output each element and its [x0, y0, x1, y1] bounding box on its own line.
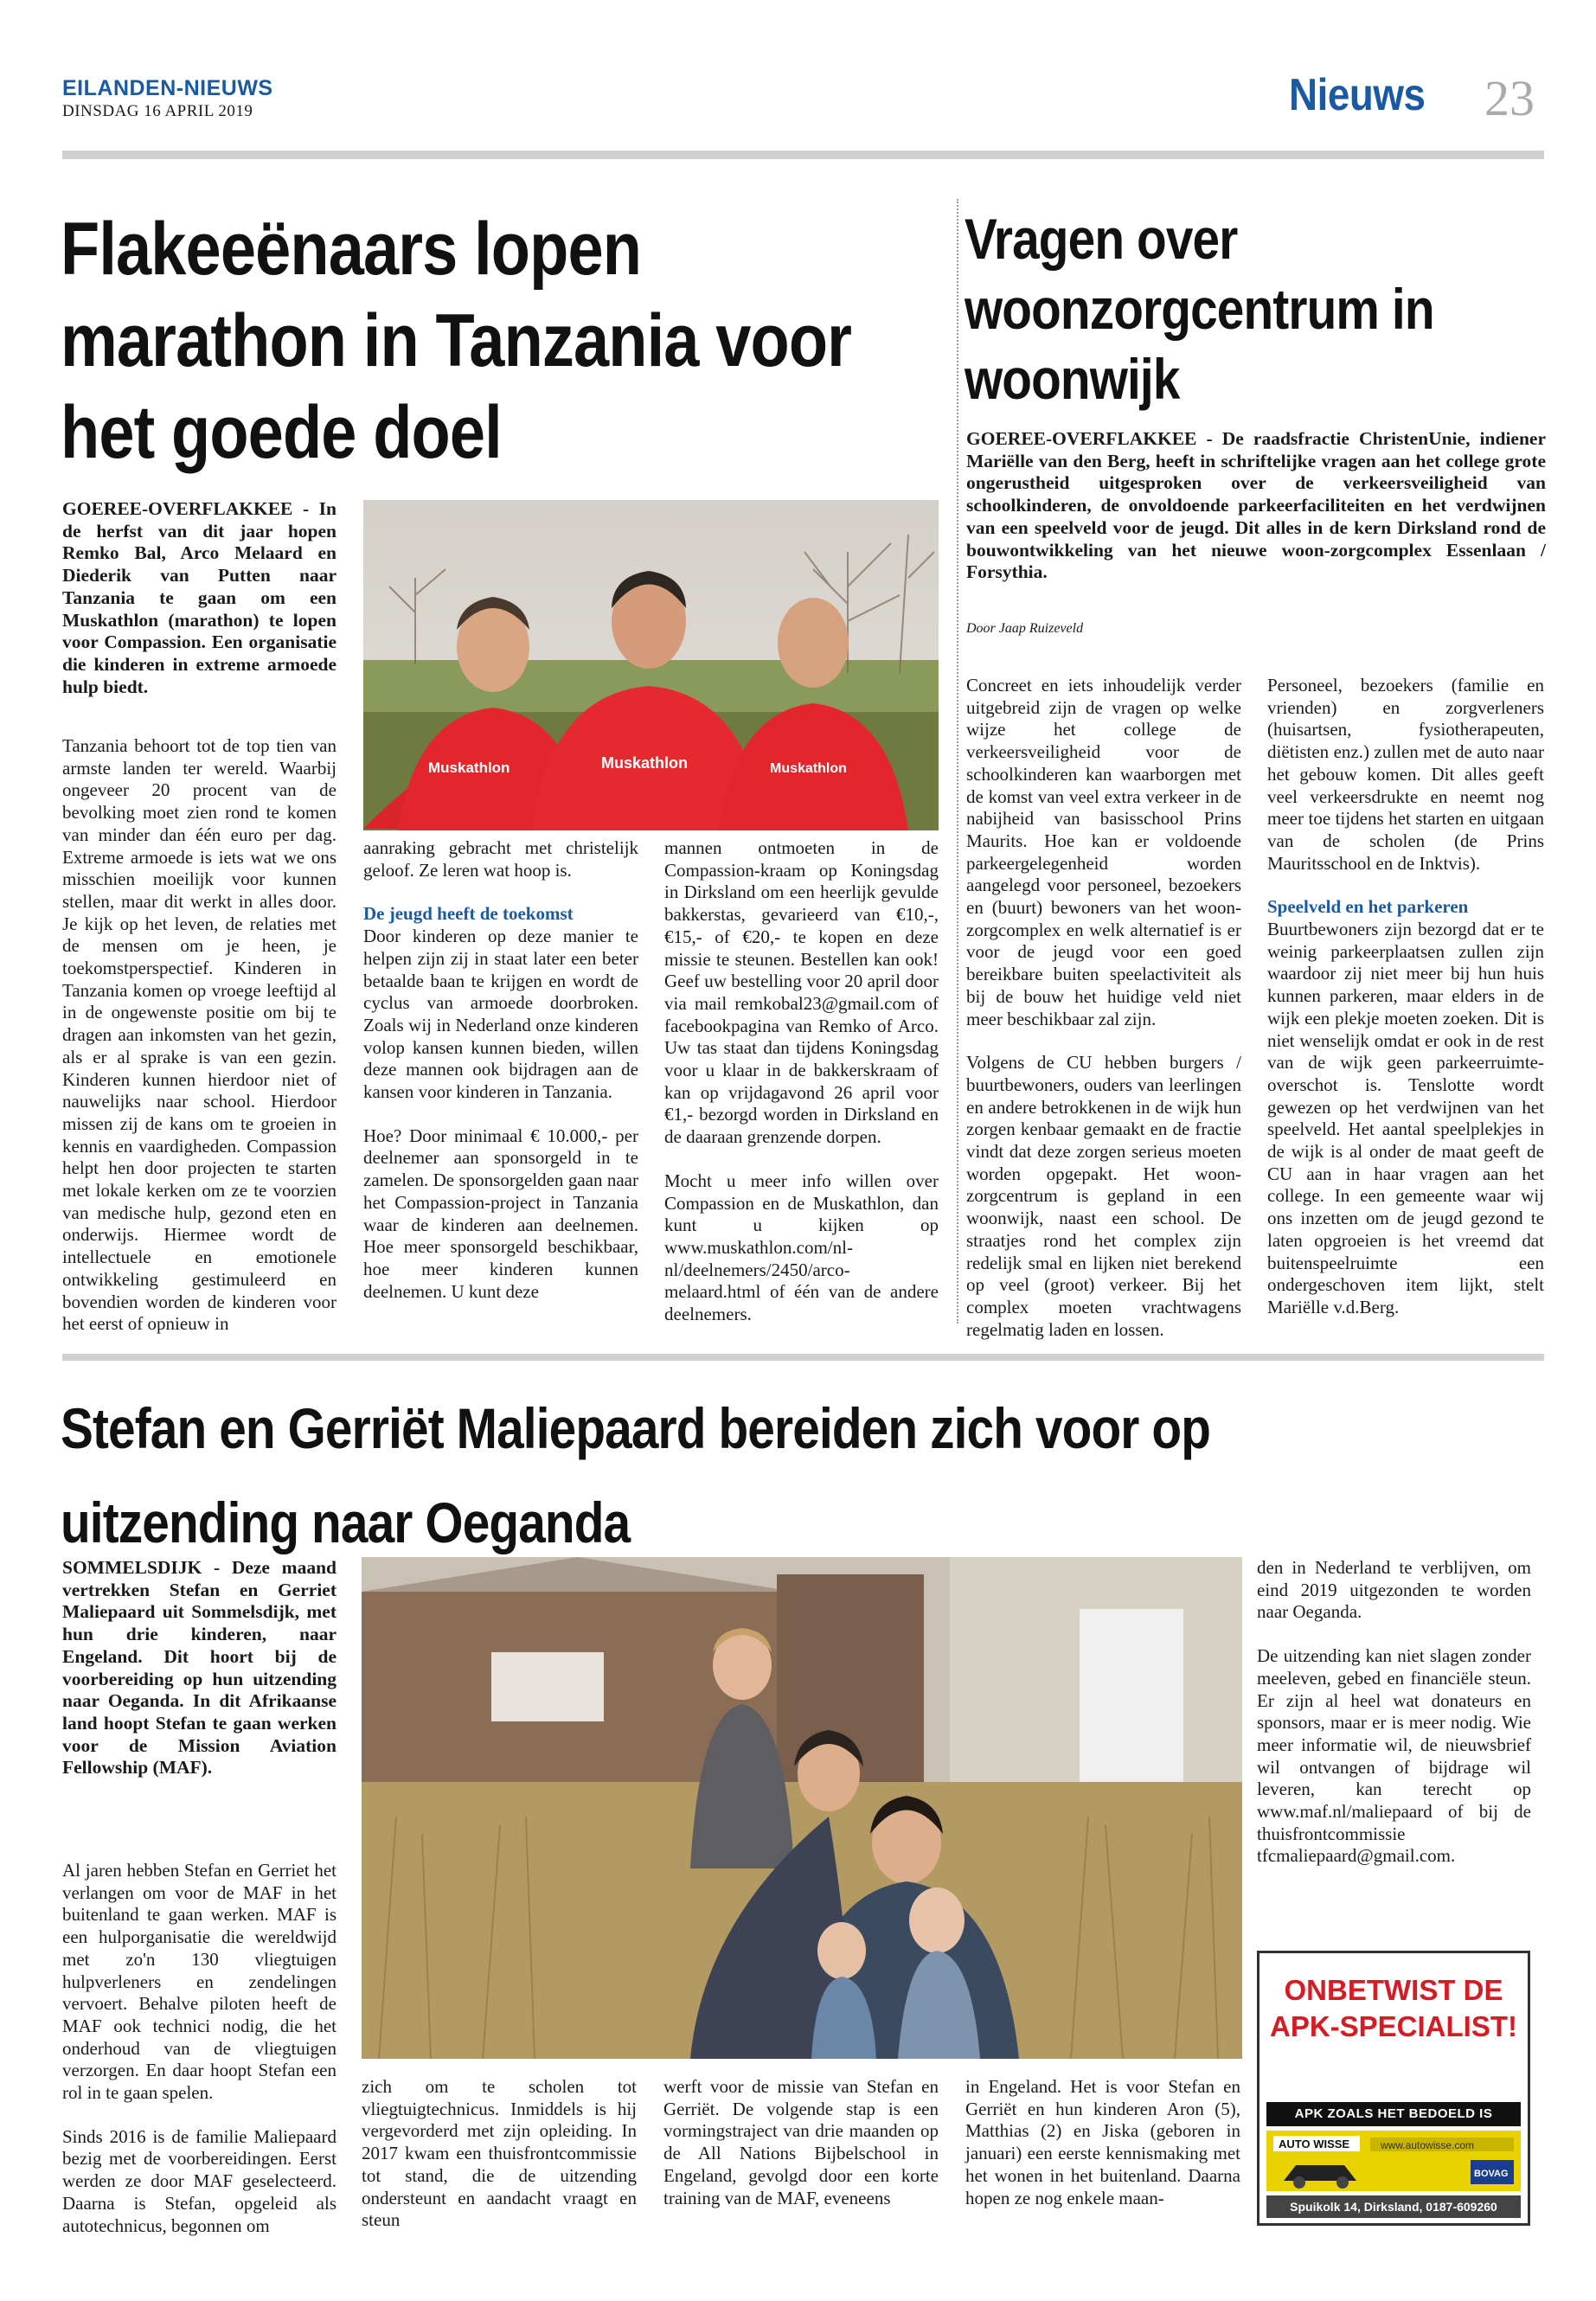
article1-col3	[664, 837, 939, 1348]
article3-col3-para: werft voor de missie van Stefan en Gerriët. De volgende stap is een vormingstraject van drie maanden op de All Nations Bijbelschool in Engeland, gevolgd door een korte training van de MAF, eveneens	[663, 2076, 939, 2208]
article2-col1-para: Concreet en iets inhoudelijk verder uitgebreid zijn de vragen op welke wijze het college de verkeersveiligheid voor de schoolkinderen kan waarborgen met de komst van veel extra verkeer in de nabijheid van basisschool Prins Maurits. Hoe kan er voldoende parkeergelegenheid worden aangelegd voor personeel, bezoekers en (buurt) bewoners van het woon-zorgcomplex en welk alternatief is er voor de jeugd voor een goed bereikbare buiten speelactiviteit als bij de bouw het huidige veld niet meer beschikbaar zal zijn.	[966, 675, 1241, 1029]
article1-col2-para: aanraking gebracht met christelijk geloof. Ze leren wat hoop is.	[363, 837, 638, 881]
shirt-text-right: Muskathlon	[770, 761, 847, 776]
newspaper-logo: EILANDEN-NIEUWS	[62, 76, 273, 100]
shirt-text-left: Muskathlon	[428, 760, 510, 776]
article2-col2	[1267, 675, 1544, 1341]
column-separator	[957, 199, 958, 1324]
page-number: 23	[1484, 70, 1535, 126]
article3-lead: SOMMELSDIJK - Deze maand vertrekken Stefan en Gerriet Maliepaard uit Sommelsdijk, met hun drie kinderen, naar Engeland. Dit hoort bij de voorbereiding op hun uitzending naar Oeganda. In dit Afrikaanse land hoopt Stefan te gaan werken voor de Mission Aviation Fellowship (MAF).	[62, 1557, 337, 1779]
ad-tagline: APK ZOALS HET BEDOELD IS	[1266, 2102, 1521, 2126]
family-photo	[362, 1557, 1242, 2059]
article1-col3-para: mannen ontmoeten in de Compassion-kraam op Koningsdag in Dirksland om een heerlijk gevulde bakkerstas, gevarieerd van €10,-, €15,- of €20,- te kopen en deze missie te steunen. Bestellen kan ook! Geef uw bestelling voor 20 april door via mail remkobal23@gmail.com of facebookpagina van Remko of Arco. Uw tas staat dan tijdens Koningsdag voor u klaar in de bakkerskraam of kan op vrijdagavond 26 april voor €1,- bezorgd worden in Dirksland en de daaraan grenzende dorpen.	[664, 837, 939, 1148]
article3-col1-para: Sinds 2016 is de familie Maliepaard bezig met de voorbereidingen. Eerst werden ze door MAF geselecteerd. Daarna is Stefan, opgeleid als autotechnicus, begonnen om	[62, 2125, 337, 2236]
article1-subheading: De jeugd heeft de toekomst	[363, 903, 574, 925]
article2-subheading: Speelveld en het parkeren	[1267, 896, 1469, 918]
family-illustration	[362, 1557, 1242, 2059]
ad-brand: AUTO WISSE	[1279, 2138, 1350, 2150]
ad-address: Spuikolk 14, Dirksland, 0187-609260	[1266, 2195, 1521, 2218]
article3-col2-para: zich om te scholen tot vliegtuigtechnicus. Inmiddels is hij vergevorderd met zijn opleiding. In 2017 kwam een thuisfrontcommissie tot stand, die de uitzending ondersteunt en aandacht vraagt en steun	[362, 2076, 637, 2231]
article1-col2-para: Hoe? Door minimaal € 10.000,- per deelnemer aan sponsorgeld in te zamelen. De sponsorgelden gaan naar het Compassion-project in Tanzania waar de kinderen aan deelnemen. Hoe meer sponsorgeld beschikbaar, hoe meer kinderen kunnen deelnemen. U kunt deze	[363, 1125, 638, 1302]
article2-byline: Door Jaap Ruizeveld	[966, 621, 1084, 636]
runners-photo	[363, 500, 939, 830]
article2-col2-para: Buurtbewoners zijn bezorgd dat er te weinig parkeerplaatsen zullen zijn waardoor zij niet meer bij hun huis kunnen parkeren, maar elders in de wijk een plekje moeten zoeken. Dit is niet wenselijk omdat er ook in de rest van de wijk geen parkeerruimte-overschot is. Tenslotte wordt gewezen op het verdwijnen van het speelveld. Het aantal speelplekjes in de wijk is al onder de maat geeft de CU aan in haar vragen aan het college. In een gemeente waar wij ons inzetten om de jeugd gezond te laten opgroeien is het vreemd dat buitenspeelruimte een ondergeschoven item lijkt, stelt Mariëlle v.d.Berg.	[1267, 919, 1544, 1317]
ad-brand-banner	[1266, 2131, 1521, 2191]
issue-date: DINSDAG 16 APRIL 2019	[62, 102, 253, 120]
article3-col4	[965, 2076, 1240, 2231]
article1-col1: Tanzania behoort tot de top tien van armste landen ter wereld. Waarbij ongeveer 20 procent van de bevolking moet zien rond te komen van minder dan één euro per dag. Extreme armoede is iets wat we ons misschien moeilijk voor kunnen stellen, maar dit werkt in alles door. Je kijk op het leven, de relaties met de mensen om je heen, je toekomstperspectief. Kinderen in Tanzania komen op vroege leeftijd al in de ongewenste positie om bij te dragen aan inkomsten van het gezin, als er al sprake is van een gezin. Kinderen kunnen hierdoor niet of nauwelijks naar school. Hierdoor missen zij de kans om te groeien in kennis en vaardigheden. Compassion helpt hen door projecten te starten met lokale kerken om ze te voorzien van medische hulp, gezond eten en onderwijs. Hiermee wordt de intellectuele en emotionele ontwikkeling gestimuleerd en bovendien worden de kinderen voor het eerst of opnieuw in	[62, 735, 337, 1335]
header-rule	[62, 151, 1544, 159]
article2-col1	[966, 675, 1241, 1362]
article1-headline: Flakeeënaars lopen marathon in Tanzania voor het goede doel	[61, 208, 852, 474]
article3-col4-para: in Engeland. Het is voor Stefan en Gerriët en hun kinderen Aron (5), Matthias (2) en Jiska (geboren in januari) een eerste kennismaking met het wonen in het buitenland. Daarna hopen ze nog enkele maan-	[965, 2076, 1240, 2208]
article3-headline: Stefan en Gerriët Maliepaard bereiden zich voor op uitzending naar Oeganda	[61, 1396, 1211, 1554]
article1-lead: GOEREE-OVERFLAKKEE - In de herfst van dit jaar hopen Remko Bal, Arco Melaard en Diederik van Putten naar Tanzania te gaan om een Muskathlon (marathon) te lopen voor Compassion. Een organisatie die kinderen in extreme armoede hulp biedt.	[62, 498, 337, 697]
article2-headline: Vragen over woonzorgcentrum in woonwijk	[965, 207, 1434, 411]
article2-lead: GOEREE-OVERFLAKKEE - De raadsfractie ChristenUnie, indiener Mariëlle van den Berg, heeft in schriftelijke vragen aan het college grote ongerustheid uitgesproken over de verkeersveiligheid van schoolkinderen, de onvoldoende parkeerfaciliteiten en het verdwijnen van een speelveld voor de jeugd. Dit alles in de kern Dirksland rond de bouwontwikkeling van het nieuwe woon-zorgcomplex Essenlaan / Forsythia.	[966, 428, 1546, 583]
article3-col5-para: De uitzending kan niet slagen zonder meeleven, gebed en financiële steun. Er zijn al heel wat donateurs en sponsors, maar er is meer nodig. Wie meer informatie wil, de nieuwsbrief wil ontvangen of bijdrage wil leveren, kan terecht op www.maf.nl/maliepaard of bij de thuisfrontcommissie tfcmaliepaard@gmail.com.	[1257, 1645, 1531, 1867]
article3-col5-para: den in Nederland te verblijven, om eind 2019 uitgezonden te worden naar Oeganda.	[1257, 1557, 1531, 1623]
article2-col2-para: Personeel, bezoekers (familie en vrienden) en zorgverleners (huisartsen, fysiotherapeuten, diëtisten enz.) zullen met de auto naar het gebouw komen. Dit alles geeft veel verkeersdrukte en neemt nog meer toe tijdens het starten en uitgaan van de scholen (de Prins Mauritsschool en de Inktvis).	[1267, 675, 1544, 874]
article2-col1-para: Volgens de CU hebben burgers / buurtbewoners, ouders van leerlingen en andere betrokkenen in de wijk hun zorgen kenbaar gemaakt en de fractie vindt dat deze zorgen serieus moeten worden opgepakt. Het woon-zorgcentrum is gepland in een woonwijk, naast een school. De straatjes rond het complex zijn redelijk smal en lijken niet berekend op veel (groot) verkeer. Bij het complex moeten vrachtwagens regelmatig laden en lossen.	[966, 1052, 1241, 1340]
article3-col1-para: Al jaren hebben Stefan en Gerriet het verlangen om voor de MAF in het buitenland te gaan werken. MAF is een hulporganisatie die wereldwijd met zo'n 130 vliegtuigen hulpverleners en zendelingen vervoert. Behalve piloten heeft de MAF ook technici nodig, die het onderhoud van de vliegtuigen verzorgen. En daar hoopt Stefan een rol in te gaan spelen.	[62, 1860, 337, 2104]
article1-col2-para: Door kinderen op deze manier te helpen zijn zij in staat later een beter betaalde baan te krijgen en wordt de cyclus van armoede doorbroken. Zoals wij in Nederland onze kinderen volop kansen kunnen bieden, willen deze mannen ook bijdragen aan de kansen voor kinderen in Tanzania.	[363, 926, 638, 1103]
section-label: Nieuws	[1289, 70, 1426, 120]
article3-col1	[62, 1860, 337, 2259]
ad-url: www.autowisse.com	[1381, 2139, 1475, 2151]
apk-advertisement[interactable]	[1257, 1951, 1530, 2226]
article1-col3-para: Mocht u meer info willen over Compassion en de Muskathlon, dan kunt u kijken op www.muskathlon.com/nl-nl/deelnemers/2450/arco-melaard.html of één van de andere deelnemers.	[664, 1170, 939, 1325]
ad-headline: ONBETWIST DE APK-SPECIALIST!	[1269, 1974, 1517, 2042]
section-rule	[62, 1354, 1544, 1361]
runners-illustration	[363, 500, 939, 830]
article3-col5	[1257, 1557, 1531, 1889]
shirt-text-center: Muskathlon	[601, 754, 689, 772]
article3-col2	[362, 2076, 637, 2253]
article1-col2	[363, 837, 638, 1324]
ad-badge: BOVAG	[1474, 2169, 1509, 2179]
article3-col3	[663, 2076, 939, 2231]
ad-car-icon	[1266, 2131, 1521, 2191]
